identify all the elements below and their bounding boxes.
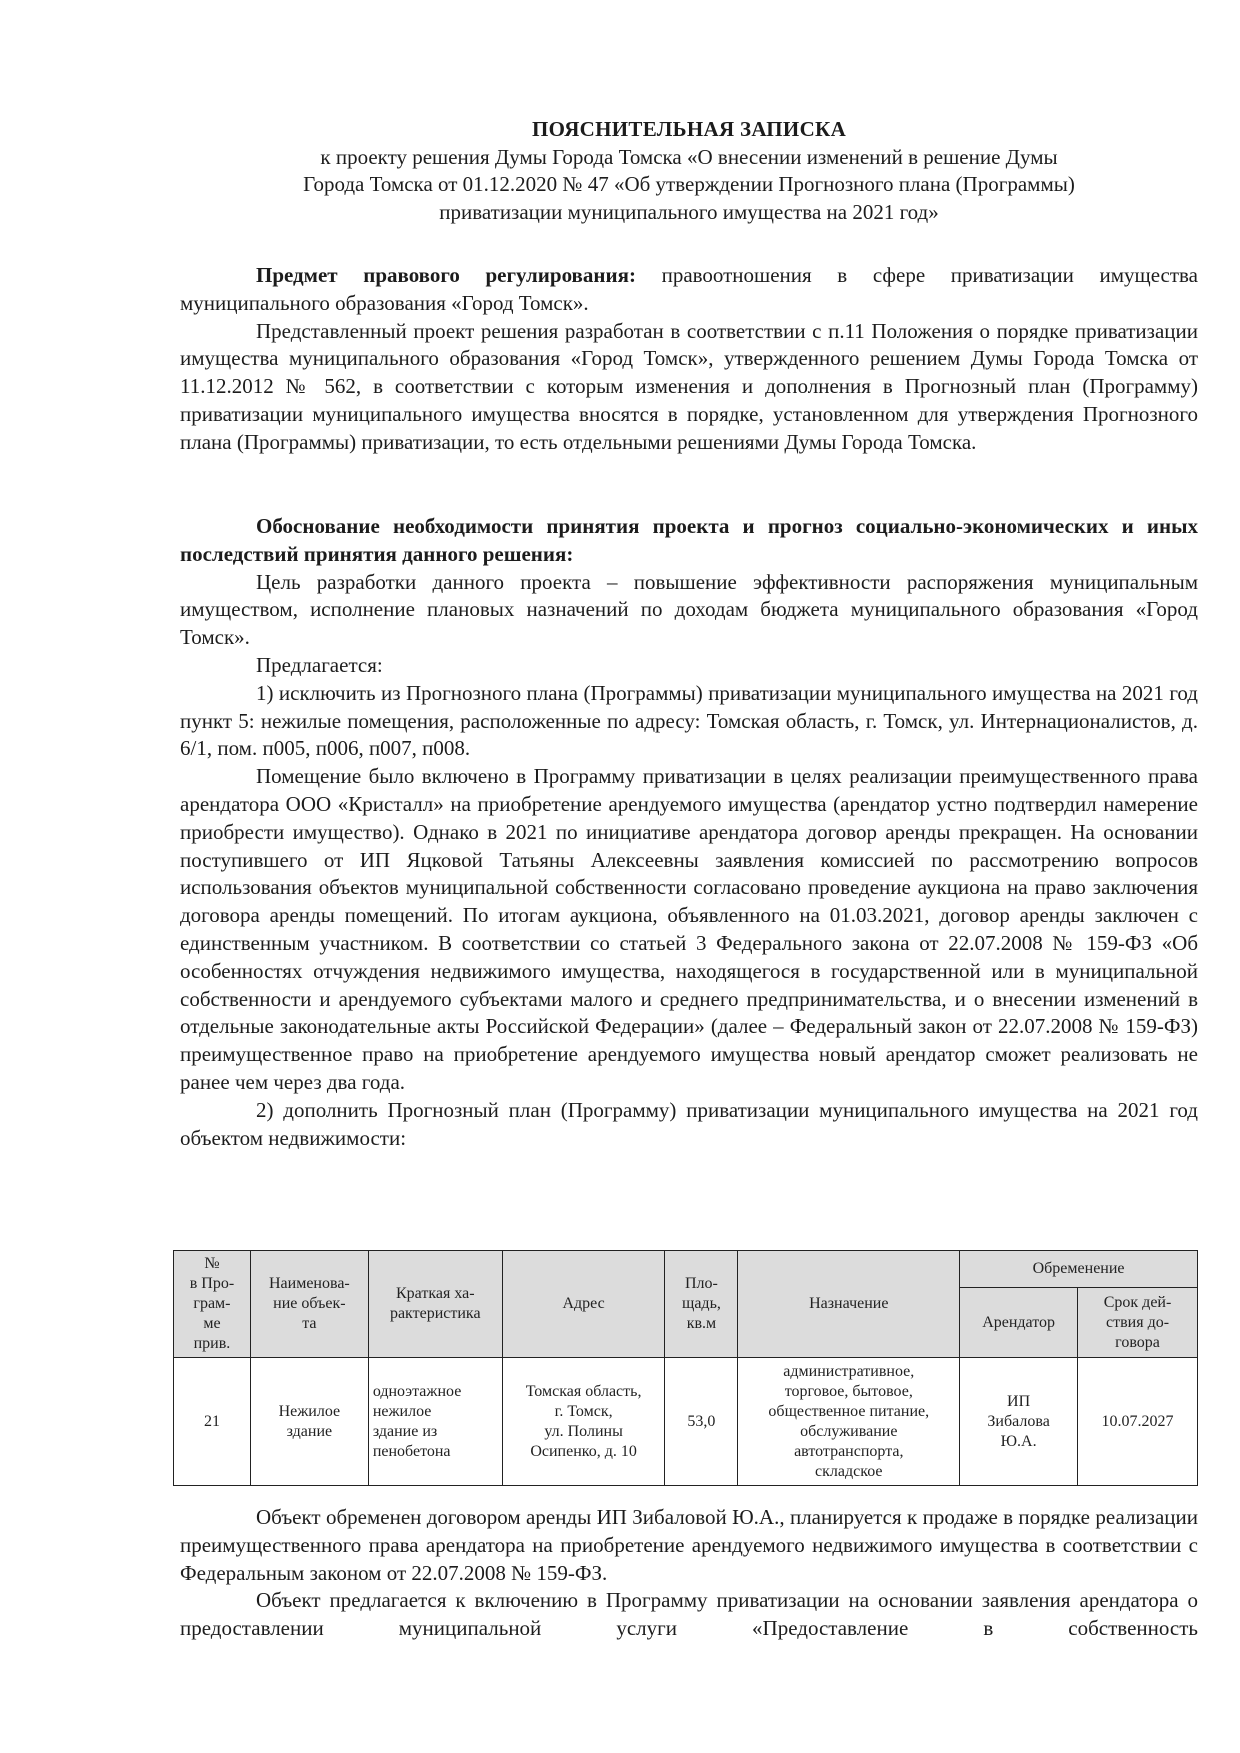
section-heading-tail: правоотношения в сфере приватизации имущества муниципального образования «Город Томск».: [180, 263, 1199, 315]
header-number: № в Про- грам- ме прив.: [174, 1251, 251, 1358]
cell-characteristic: одноэтажное нежилое здание из пенобетона: [368, 1358, 502, 1486]
document-title: ПОЯСНИТЕЛЬНАЯ ЗАПИСКА: [531, 117, 847, 141]
paragraph: [180, 262, 1198, 318]
cell-name: Нежилое здание: [250, 1358, 368, 1486]
table-row: [174, 1358, 1198, 1486]
header-address: Адрес: [502, 1251, 665, 1358]
cell-purpose: административное, торговое, бытовое, общественное питание, обслуживание автотранспорта, складское: [738, 1358, 960, 1486]
paragraph: Объект обременен договором аренды ИП Зибаловой Ю.А., планируется к продаже в порядке реализации преимущественного права арендатора на приобретение арендуемого недвижимого имущества в соответствии с Федеральным законом от 22.07.2008 № 159-ФЗ.: [180, 1505, 1198, 1585]
subtitle-line: к проекту решения Думы Города Томска «О внесении изменений в решение Думы: [320, 144, 1058, 169]
paragraph: Объект предлагается к включению в Программу приватизации на основании заявления арендатора о предоставлении муниципальной услуги «Предоставление в собственность: [180, 1588, 1198, 1641]
paragraph: Цель разработки данного проекта – повышение эффективности распоряжения муниципальным имуществом, исполнение плановых назначений по доходам бюджета муниципального образования «Город Томск».: [180, 569, 1198, 650]
paragraph: Представленный проект решения разработан в соответствии с п.11 Положения о порядке приватизации имущества муниципального образования «Город Томск», утвержденного решением Думы Города Томска от 11.12.2012 № 562, в соответствии с которым изменения и дополнения в Прогнозный план (Программу) приватизации муниципального имущества вносятся в порядке, установленном для утверждения Прогнозного плана (Программы) приватизации, то есть отдельными решениями Думы Города Томска.: [180, 318, 1198, 454]
cell-address: Томская область, г. Томск, ул. Полины Осипенко, д. 10: [502, 1358, 665, 1486]
subtitle-line: Города Томска от 01.12.2020 № 47 «Об утверждении Прогнозного плана (Программы): [303, 172, 1075, 196]
paragraph: Помещение было включено в Программу приватизации в целях реализации преимущественного права арендатора ООО «Кристалл» на приобретение арендуемого имущества (арендатор устно подтвердил намерение приобрести имущество). Однако в 2021 по инициативе арендатора договор аренды прекращен. На основании поступившего от ИП Яцковой Татьяны Алексеевны заявления комиссией по рассмотрению вопросов использования объектов муниципальной собственности согласовано проведение аукциона на право заключения договора аренды помещений. По итогам аукциона, объявленного на 01.03.2021, договор аренды заключен с единственным участником. В соответствии со статьей 3 Федерального закона от 22.07.2008 № 159-ФЗ «Об особенностях отчуждения недвижимого имущества, находящегося в государственной или в муниципальной собственности и арендуемого субъектами малого и среднего предпринимательства, и о внесении изменений в отдельные законодательные акты Российской Федерации» (далее – Федеральный закон от 22.07.2008 № 159-ФЗ) преимущественное право на приобретение арендуемого имущества новый арендатор сможет реализовать не ранее чем через два года.: [180, 764, 1198, 1094]
document-header: [180, 116, 1198, 226]
header-tenant: Арендатор: [960, 1288, 1078, 1358]
header-term: Срок дей- ствия до- говора: [1078, 1288, 1198, 1358]
section-closing: [180, 1504, 1198, 1643]
section-heading: Обоснование необходимости принятия проекта и прогноз социально-экономических и иных последствий принятия данного решения:: [180, 514, 1198, 566]
header-encumbrance: Обременение: [960, 1251, 1198, 1288]
subtitle-line: приватизации муниципального имущества на 2021 год»: [439, 199, 939, 224]
cell-area: 53,0: [665, 1358, 738, 1486]
property-table: [173, 1250, 1198, 1486]
header-area: Пло- щадь, кв.м: [665, 1251, 738, 1358]
header-characteristic: Краткая ха- рактеристика: [368, 1251, 502, 1358]
section-justification: [180, 513, 1198, 1152]
cell-tenant: ИП Зибалова Ю.А.: [960, 1358, 1078, 1486]
header-purpose: Назначение: [738, 1251, 960, 1358]
header-name: Наименова- ние объек- та: [250, 1251, 368, 1358]
cell-number: 21: [174, 1358, 251, 1486]
paragraph: Предлагается:: [256, 652, 383, 677]
section-heading: Предмет правового регулирования:: [256, 263, 636, 287]
section-legal-subject: [180, 262, 1198, 457]
cell-term: 10.07.2027: [1078, 1358, 1198, 1486]
list-item: 2) дополнить Прогнозный план (Программу) приватизации муниципального имущества на 2021 год объектом недвижимости:: [180, 1097, 1198, 1150]
list-item: 1) исключить из Прогнозного плана (Программы) приватизации муниципального имущества на 2021 год пункт 5: нежилые помещения, расположенные по адресу: Томская область, г. Томск, ул. Интернационалистов, д. 6/1, пом. п005, п006, п007, п008.: [180, 680, 1198, 761]
